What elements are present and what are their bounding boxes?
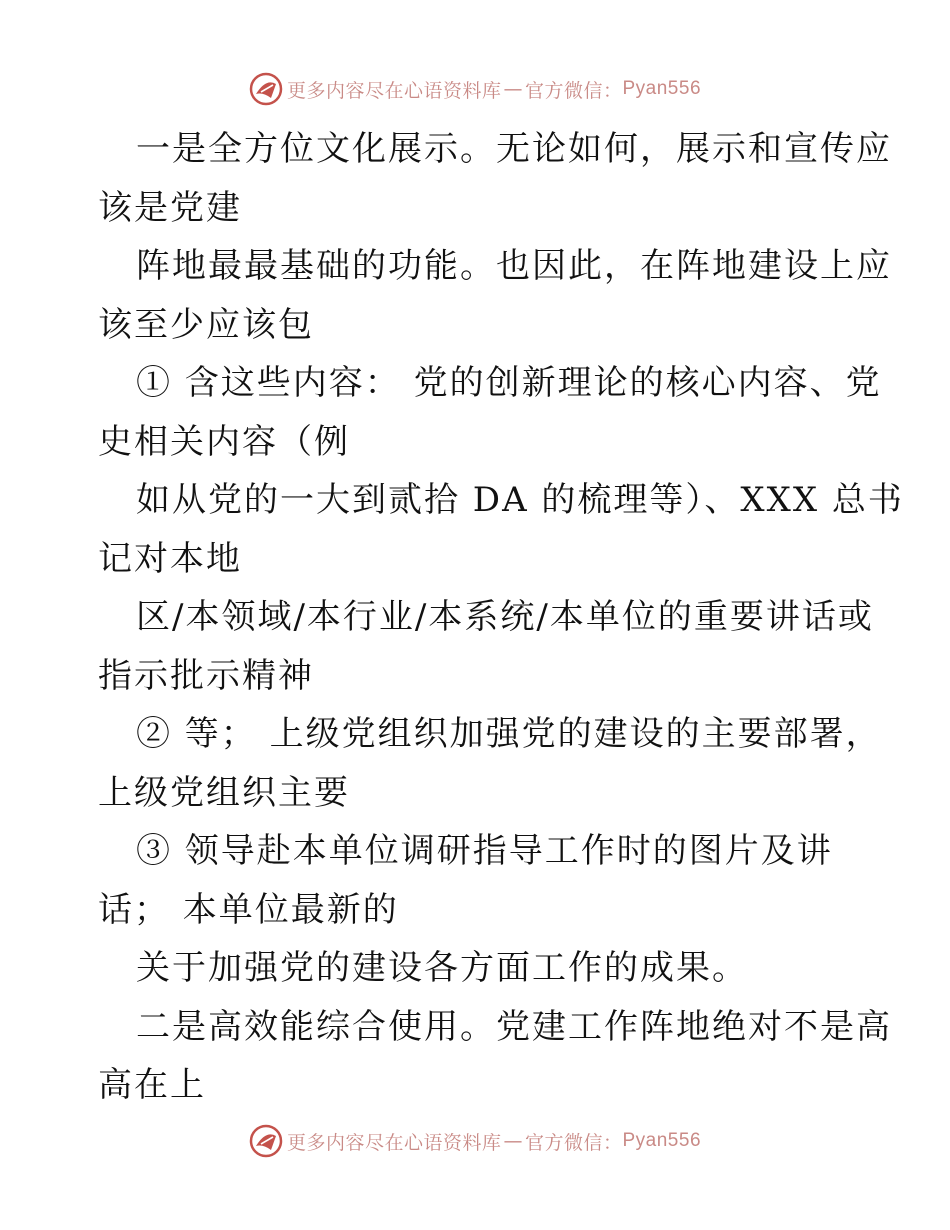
text-line: ③ 领导赴本单位调研指导工作时的图片及讲 [136, 831, 833, 871]
header-watermark [0, 72, 950, 106]
text-line: 区/本领域/本行业/本系统/本单位的重要讲话或 [136, 597, 874, 637]
watermark-brand: 更多内容尽在心语资料库 [286, 1131, 502, 1154]
text-line: 关于加强党的建设各方面工作的成果。 [136, 948, 748, 988]
document-body [98, 120, 904, 1115]
text-line: 话； 本单位最新的 [98, 889, 399, 930]
text-line: 该至少应该包 [98, 304, 314, 345]
red-book-icon [249, 1124, 283, 1158]
text-line: ② 等； 上级党组织加强党的建设的主要部署， [136, 714, 882, 754]
text-line: 记对本地 [98, 538, 242, 579]
watermark-separator: — [503, 78, 523, 100]
text-line: 高在上 [98, 1065, 206, 1105]
text-line: ① 含这些内容： 党的创新理论的核心内容、党 [136, 363, 882, 403]
watermark-id: Pyan556 [622, 1130, 702, 1151]
red-book-icon [249, 72, 283, 106]
watermark-separator: — [503, 1130, 523, 1152]
watermark-brand: 更多内容尽在心语资料库 [286, 79, 502, 102]
text-line: 一是全方位文化展示。无论如何，展示和宣传应 [136, 129, 892, 169]
text-line: 该是党建 [98, 187, 242, 228]
text-line: 指示批示精神 [98, 655, 314, 696]
watermark-id: Pyan556 [622, 78, 702, 99]
watermark-contact: 官方微信： [524, 79, 623, 102]
text-line: 如从党的一大到贰拾 DA 的梳理等）、XXX 总书 [136, 480, 904, 520]
watermark-contact: 官方微信： [524, 1131, 623, 1154]
text-line: 史相关内容（例 [98, 421, 350, 462]
footer-watermark [0, 1124, 950, 1158]
text-line: 上级党组织主要 [98, 772, 350, 813]
text-line: 阵地最最基础的功能。也因此，在阵地建设上应 [136, 246, 892, 286]
text-line: 二是高效能综合使用。党建工作阵地绝对不是高 [136, 1006, 892, 1047]
